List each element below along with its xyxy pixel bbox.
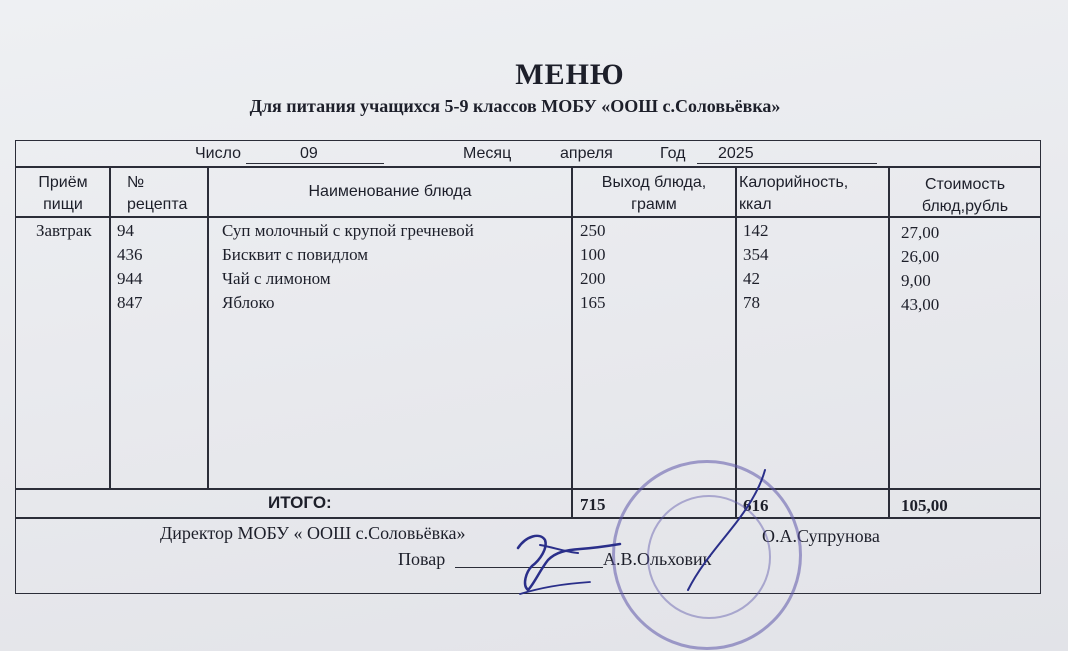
day-value: 09 [300,145,318,162]
year-value: 2025 [718,145,754,162]
year-label: Год [660,145,686,162]
total-cost: 105,00 [901,496,948,515]
header-cost-text: Стоимость блюд,рубль [921,176,1009,215]
total-weight: 715 [580,495,606,514]
director-name: О.А.Супрунова [762,526,880,546]
dish-weight: 100 [580,245,606,264]
dish-weight: 200 [580,269,606,288]
page-subtitle: Для питания учащихся 5-9 классов МОБУ «ООШ с.Соловьёвка» [249,96,781,116]
cook-name: А.В.Ольховик [603,549,712,569]
month-label: Месяц [463,145,512,162]
dish-calories: 142 [743,221,769,240]
total-calories: 616 [743,496,769,515]
recipe-number: 94 [117,221,134,240]
cook-label: Повар [398,549,446,569]
recipe-number: 847 [117,293,143,312]
page-title: МЕНЮ [515,58,625,91]
header-dish-text: Наименование блюда [308,183,472,200]
dish-cost: 27,00 [901,223,940,242]
dish-name: Суп молочный с крупой гречневой [222,221,474,240]
header-weight-text: Выход блюда, грамм [601,174,707,213]
dish-calories: 42 [743,269,760,288]
recipe-number: 436 [117,245,143,264]
header-meal-text: Приём пищи [38,174,88,213]
dish-cost: 9,00 [901,271,931,290]
day-label: Число [195,145,242,162]
dish-cost: 43,00 [901,295,940,314]
header-calories-text: Калорийность, ккал [739,174,849,213]
total-label: ИТОГО: [268,493,332,512]
dish-cost: 26,00 [901,247,940,266]
recipe-number: 944 [117,269,143,288]
director-label: Директор МОБУ « ООШ с.Соловьёвка» [160,523,466,543]
meal-name: Завтрак [36,221,92,240]
dish-calories: 78 [743,293,760,312]
dish-name: Бисквит с повидлом [222,245,369,264]
dish-weight: 165 [580,293,606,312]
dish-name: Чай с лимоном [222,269,331,288]
month-value: апреля [560,145,613,162]
dish-name: Яблоко [222,293,275,312]
dish-calories: 354 [743,245,769,264]
header-recipe-text: № рецепта [127,174,188,213]
dish-weight: 250 [580,221,606,240]
